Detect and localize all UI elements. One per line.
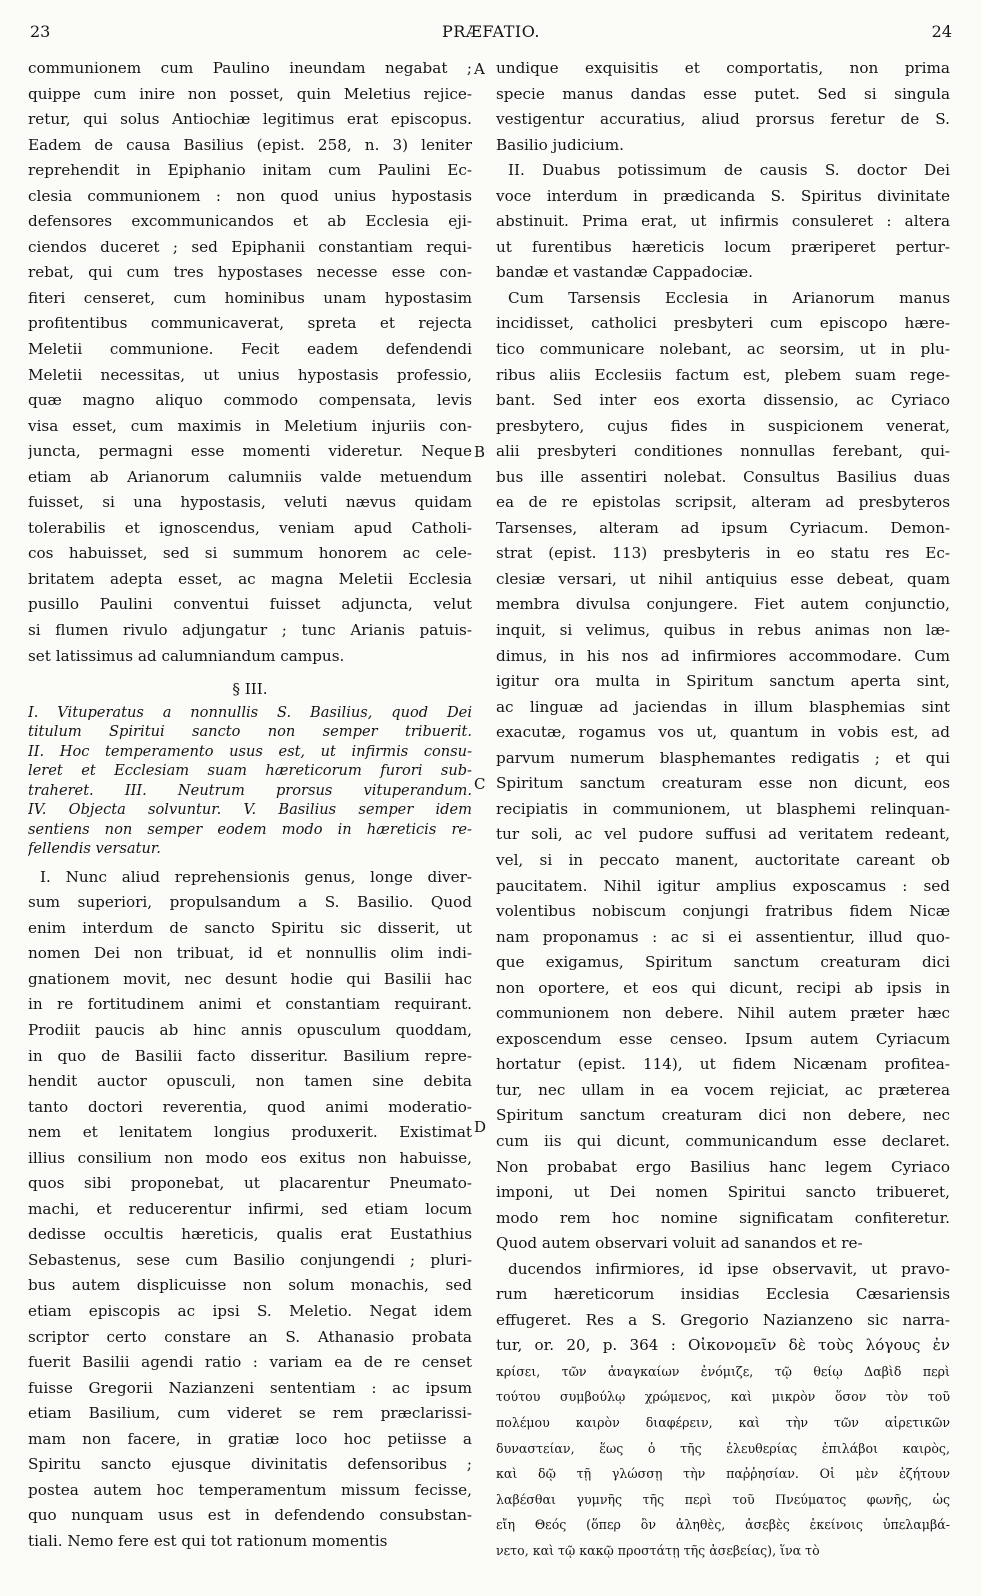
text-line: Cum Tarsensis Ecclesia in Arianorum manus: [508, 288, 950, 307]
text-line: communionem non debere. Nihil autem præter hæc: [496, 1004, 950, 1023]
text-line: hendit auctor opusculi, non tamen sine debita: [28, 1072, 472, 1091]
text-line: presbytero, cujus fides in suspicionem venerat,: [496, 416, 950, 435]
text-line: quos sibi proponebat, ut placarentur Pneumato-: [28, 1174, 472, 1193]
text-line: pusillo Paulini conventui fuisset adjuncta, velut: [28, 595, 472, 614]
text-line: alii presbyteri conditiones nonnullas ferebant, qui-: [496, 442, 950, 461]
text-line: specie manus dandas esse putet. Sed si singula: [496, 84, 950, 103]
text-line: exacutæ, rogamus vos ut, quantum in vobis est, ad: [496, 723, 950, 742]
text-line: retur, qui solus Antiochiæ legitimus erat episcopus.: [28, 110, 472, 129]
text-line: clesiæ versari, ut nihil antiquius esse debeat, quam: [496, 569, 950, 588]
text-line: fuisset, si una hypostasis, veluti nævus quidam: [28, 493, 472, 512]
text-line: igitur ora multa in Spiritum sanctum aperta sint,: [496, 672, 950, 691]
text-line: πολέμου καιρὸν διαφέρειν, καὶ τὴν τῶν αἱρετικῶν: [496, 1414, 950, 1430]
text-line: Spiritum sanctum creaturam dici non debere, nec: [496, 1106, 950, 1125]
text-line: etiam episcopis ac ipsi S. Meletio. Negat idem: [28, 1301, 472, 1320]
text-line: strat (epist. 113) presbyteris in eo statu res Ec-: [496, 544, 950, 563]
text-line: καὶ δῷ τῇ γλώσσῃ τὴν παῤῥησίαν. Οἱ μὲν ἐζήτουν: [496, 1466, 950, 1482]
left-column-text: [28, 56, 472, 669]
text-line: tiali. Nemo fere est qui tot rationum momentis: [28, 1531, 388, 1550]
text-line: defensores excommunicandos et ab Ecclesia eji-: [28, 212, 472, 231]
summary-line: traheret. III. Neutrum prorsus vituperandum.: [28, 781, 472, 799]
text-line: tico communicare nolebant, ac seorsim, ut in plu-: [496, 340, 950, 359]
text-line: cum iis qui dicunt, communicandum esse declaret.: [496, 1131, 950, 1150]
text-line: quippe cum inire non posset, quin Meletius rejice-: [28, 84, 472, 103]
text-line: ducendos infirmiores, id ipse observavit, ut pravo-: [508, 1259, 950, 1278]
text-line: fiteri censeret, cum hominibus unam hypostasim: [28, 288, 472, 307]
text-line: tolerabilis et ignoscendus, veniam apud Catholi-: [28, 518, 472, 537]
summary-line: leret et Ecclesiam suam hæreticorum furori sub-: [28, 762, 472, 780]
text-line: ciendos duceret ; sed Epiphanii constantiam requi-: [28, 237, 472, 256]
text-line: set latissimus ad calumniandum campus.: [28, 646, 345, 665]
text-line: κρίσει, τῶν ἀναγκαίων ἐνόμιζε, τῷ θείῳ Δαβὶδ περὶ: [496, 1363, 950, 1379]
text-line: tanto doctori reverentia, quod animi moderatio-: [28, 1097, 472, 1116]
text-line: exposcendum esse censeo. Ipsum autem Cyriacum: [496, 1029, 950, 1048]
text-line: bus autem displicuisse non solum monachis, sed: [28, 1276, 472, 1295]
text-line: incidisset, catholici presbyteri cum episcopo hære-: [496, 314, 950, 333]
margin-letter-d: D: [474, 1118, 487, 1136]
summary-line: II. Hoc temperamento usus est, ut infirmis consu-: [28, 742, 472, 760]
text-line: non oportere, et eos qui dicunt, recipi ab ipsis in: [496, 978, 950, 997]
summary-line: fellendis versatur.: [28, 840, 161, 858]
summary-line: I. Vituperatus a nonnullis S. Basilius, quod Dei: [28, 703, 472, 721]
text-line: inquit, si velimus, quibus in rebus animas non læ-: [496, 621, 950, 640]
right-column: [496, 56, 950, 1563]
text-line: volentibus nobiscum conjungi fratribus fidem Nicæ: [496, 902, 950, 921]
text-line: τούτου συμβούλῳ χρώμενος, καὶ μικρὸν ὅσον τὸν τοῦ: [496, 1389, 950, 1405]
text-line: Meletii necessitas, ut unius hypostasis professio,: [28, 365, 472, 384]
page-header: [0, 22, 982, 46]
left-column: [28, 56, 472, 1554]
text-line: ea de re epistolas scripsit, alteram ad presbyteros: [496, 493, 950, 512]
text-line: in quo de Basilii facto disseritur. Basilium repre-: [28, 1046, 472, 1065]
text-line: que exigamus, Spiritum sanctum creaturam dici: [496, 953, 950, 972]
text-line: Meletii communione. Fecit eadem defendendi: [28, 340, 472, 359]
text-line: undique exquisitis et comportatis, non prima: [496, 59, 950, 77]
text-line: bus ille assentiri nolebat. Consultus Basilius duas: [496, 467, 950, 486]
text-line: dimus, in his nos ad infirmiores accommodare. Cum: [496, 646, 950, 665]
text-line: enim interdum de sancto Spiritu sic disserit, ut: [28, 918, 472, 937]
text-line: rebat, qui cum tres hypostases necesse esse con-: [28, 263, 472, 282]
summary-line: sentiens non semper eodem modo in hæreticis re-: [28, 820, 472, 838]
text-line: illius consilium non modo eos exitus non habuisse,: [28, 1148, 472, 1167]
text-line: cos habuisset, sed si summum honorem ac cele-: [28, 544, 472, 563]
text-line: ac linguæ ad jaciendas in illum blasphemias sint: [496, 697, 950, 716]
text-line: juncta, permagni esse momenti videretur. Neque: [28, 442, 472, 461]
text-line: fuisse Gregorii Nazianzeni sententiam : ac ipsum: [28, 1378, 472, 1397]
text-line: δυναστείαν, ἕως ὁ τῆς ἐλευθερίας ἐπιλάβοι καιρὸς,: [496, 1440, 950, 1456]
text-line: vel, si in peccato manent, auctoritate careant ob: [496, 850, 950, 869]
text-line: νετο, καὶ τῷ κακῷ προστάτῃ τῆς ἀσεβείας), ἵνα τὸ: [496, 1542, 820, 1558]
section-summary: [28, 703, 472, 859]
text-line: sum superiori, propulsandum a S. Basilio. Quod: [28, 893, 472, 912]
margin-letter-b: B: [474, 443, 486, 461]
text-line: abstinuit. Prima erat, ut infirmis consuleret : altera: [496, 212, 950, 231]
text-line: recipiatis in communionem, ut blasphemi relinquan-: [496, 799, 950, 818]
text-line: Non probabat ergo Basilius hanc legem Cyriaco: [496, 1157, 950, 1176]
text-line: Sebastenus, sese cum Basilio conjungendi ; pluri-: [28, 1250, 472, 1269]
text-line: vestigentur accuratius, aliud prorsus feretur de S.: [496, 110, 950, 129]
text-line: etiam ab Arianorum calumniis valde metuendum: [28, 467, 472, 486]
text-line: Eadem de causa Basilius (epist. 258, n. 3) leniter: [28, 135, 472, 154]
text-line: Quod autem observari voluit ad sanandos et re-: [496, 1234, 863, 1253]
text-line: hortatur (epist. 114), ut fidem Nicænam profitea-: [496, 1055, 950, 1074]
margin-letter-a: A: [474, 60, 485, 78]
text-line: imponi, ut Dei nomen Spiritui sancto tribueret,: [496, 1183, 950, 1202]
text-line: Prodiit paucis ab hinc annis opusculum quoddam,: [28, 1020, 472, 1039]
text-line: ut furentibus hæreticis locum præriperet pertur-: [496, 237, 950, 256]
text-line: quo nunquam usus est in defendendo consubstan-: [28, 1506, 472, 1525]
summary-line: IV. Objecta solvuntur. V. Basilius semper idem: [28, 801, 472, 819]
text-line: tur, or. 20, p. 364 : Οἰκονομεῖν δὲ τοὺς λόγους ἐν: [496, 1336, 950, 1355]
text-line: voce interdum in prædicanda S. Spiritus divinitate: [496, 186, 950, 205]
text-line: εἴη Θεός (ὅπερ ὂν ἀληθὲς, ἀσεβὲς ἐκείνοις ὑπελαμβά-: [496, 1517, 950, 1533]
text-line: postea autem hoc temperamentum missum fecisse,: [28, 1480, 472, 1499]
text-line: nomen Dei non tribuat, id et nonnullis olim indi-: [28, 944, 472, 963]
text-line: I. Nunc aliud reprehensionis genus, longe diver-: [40, 867, 472, 886]
text-line: parvum numerum blasphemantes redigatis ; et qui: [496, 748, 950, 767]
text-line: Basilio judicium.: [496, 135, 624, 154]
text-line: ribus aliis Ecclesiis factum est, plebem suam rege-: [496, 365, 950, 384]
section-heading: § III.: [232, 680, 268, 699]
text-line: britatem adepta esset, ac magna Meletii Ecclesia: [28, 569, 472, 588]
text-line: quæ magno aliquo commodo compensata, levis: [28, 391, 472, 410]
text-line: gnationem movit, nec desunt hodie qui Basilii hac: [28, 969, 472, 988]
text-line: dedisse occultis hæreticis, qualis erat Eustathius: [28, 1225, 472, 1244]
text-line: si flumen rivulo adjungatur ; tunc Arianis patuis-: [28, 621, 472, 640]
text-line: effugeret. Res a S. Gregorio Nazianzeno sic narra-: [496, 1310, 950, 1329]
running-title: PRÆFATIO.: [442, 22, 540, 41]
text-line: mam non facere, in gratiæ loco hoc petiisse a: [28, 1429, 472, 1448]
text-line: profitentibus communicaverat, spreta et rejecta: [28, 314, 472, 333]
text-line: tur, nec ullam in ea vocem rejiciat, ac præterea: [496, 1080, 950, 1099]
text-line: Tarsenses, alteram ad ipsum Cyriacum. Demon-: [496, 518, 950, 537]
text-line: Spiritum sanctum creaturam esse non dicunt, eos: [496, 774, 950, 793]
text-line: bandæ et vastandæ Cappadociæ.: [496, 263, 754, 282]
text-line: nam proponamus : ac si ei assentientur, illud quo-: [496, 927, 950, 946]
text-line: machi, et reducerentur infirmi, sed etiam locum: [28, 1199, 472, 1218]
right-column-text: [496, 56, 950, 1563]
text-line: fuerit Basilii agendi ratio : variam ea de re censet: [28, 1353, 472, 1372]
text-line: paucitatem. Nihil igitur amplius exposcamus : sed: [496, 876, 950, 895]
text-line: tur soli, ac vel pudore suffusi ad veritatem redeant,: [496, 825, 950, 844]
margin-letter-c: C: [474, 775, 486, 793]
text-line: bant. Sed inter eos exorta dissensio, ac Cyriaco: [496, 391, 950, 410]
text-line: etiam Basilium, cum videret se rem præclarissi-: [28, 1404, 472, 1423]
text-line: membra divulsa conjungere. Fiet autem conjunctio,: [496, 595, 950, 614]
text-line: clesia communionem : non quod unius hypostasis: [28, 186, 472, 205]
text-line: reprehendit in Epiphanio initam cum Paulini Ec-: [28, 161, 472, 180]
summary-line: titulum Spiritui sancto non semper tribuerit.: [28, 723, 472, 741]
text-line: communionem cum Paulino ineundam negabat ;: [28, 59, 472, 77]
text-line: scriptor certo constare an S. Athanasio probata: [28, 1327, 472, 1346]
text-line: nem et lenitatem longius produxerit. Existimat: [28, 1123, 472, 1142]
text-line: Spiritu sancto ejusque divinitatis defensoribus ;: [28, 1455, 472, 1474]
text-line: in re fortitudinem animi et constantiam requirant.: [28, 995, 472, 1014]
page-number-left: 23: [30, 22, 51, 41]
text-line: visa esset, cum maximis in Meletium injuriis con-: [28, 416, 472, 435]
text-line: II. Duabus potissimum de causis S. doctor Dei: [508, 161, 950, 180]
text-line: λαβέσθαι γυμνῆς τῆς περὶ τοῦ Πνεύματος φωνῆς, ὡς: [496, 1491, 950, 1507]
left-column-continuation: [28, 865, 472, 1555]
text-line: modo rem hoc nomine significatam confiteretur.: [496, 1208, 950, 1227]
page-number-right: 24: [931, 22, 952, 41]
text-line: rum hæreticorum insidias Ecclesia Cæsariensis: [496, 1285, 950, 1304]
